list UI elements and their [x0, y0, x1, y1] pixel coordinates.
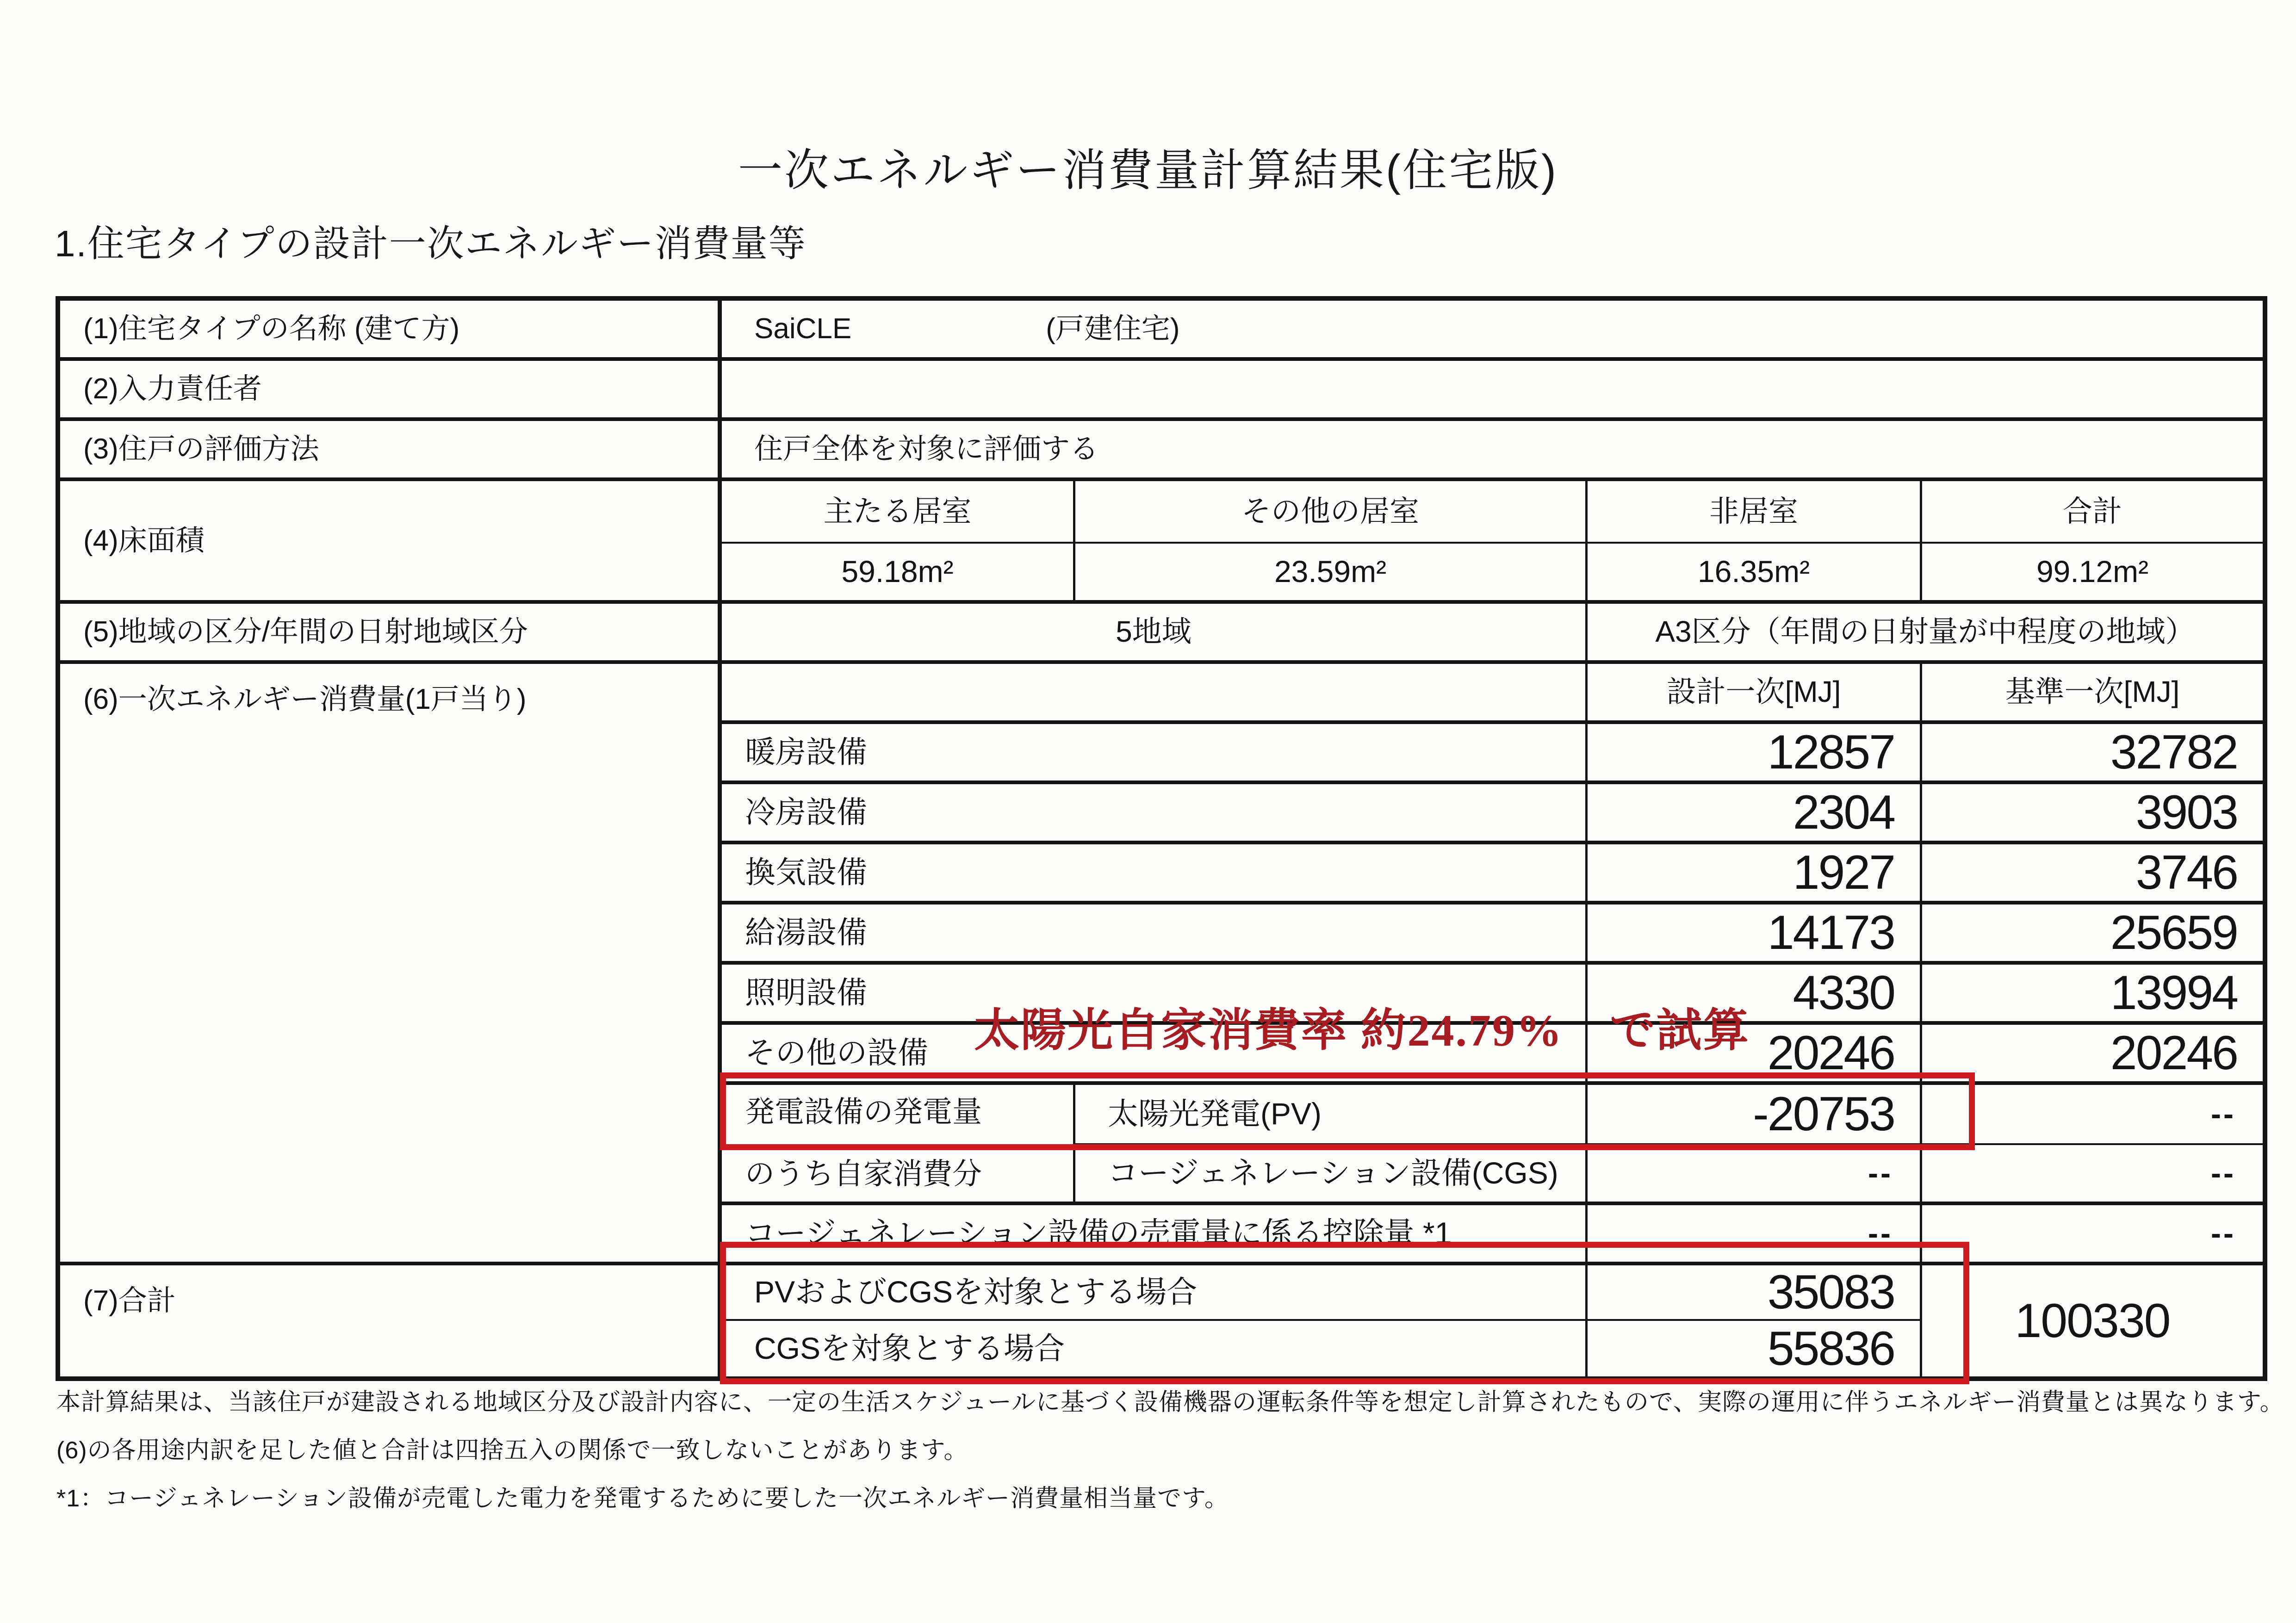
other-equipment-standard-value: 20246	[1922, 1025, 2263, 1085]
generation-label-line1: 発電設備の発電量	[745, 1095, 982, 1129]
total-cgs-design-value: 55836	[1588, 1321, 1922, 1376]
unit-header-spacer	[722, 664, 1588, 724]
floor-area-header-total: 合計	[1922, 481, 2263, 544]
energy-consumption-table	[56, 296, 2267, 1381]
lighting-design-value: 4330	[1588, 965, 1922, 1025]
pv-design-value: -20753	[1588, 1085, 1922, 1145]
floor-area-value-total: 99.12m²	[1922, 544, 2263, 604]
floor-area-header-other: その他の居室	[1075, 481, 1588, 544]
cgs-label: コージェネレーション設備(CGS)	[1075, 1145, 1588, 1205]
solar-zone-value: A3区分（年間の日射量が中程度の地域）	[1588, 604, 2263, 664]
climate-zone-value: 5地域	[722, 604, 1588, 664]
floor-area-value-other: 23.59m²	[1075, 544, 1588, 604]
generation-label-line2: のうち自家消費分	[745, 1157, 982, 1190]
other-equipment-design-value: 20246	[1588, 1025, 1922, 1085]
ventilation-label: 換気設備	[722, 844, 1588, 904]
floor-area-label: (4)床面積	[60, 481, 722, 604]
ventilation-standard-value: 3746	[1922, 844, 2263, 904]
evaluation-method-label: (3)住戸の評価方法	[60, 421, 722, 481]
lighting-standard-value: 13994	[1922, 965, 2263, 1025]
total-pv-cgs-case-label: PVおよびCGSを対象とする場合	[722, 1265, 1588, 1321]
hot-water-label: 給湯設備	[722, 904, 1588, 965]
standard-primary-header: 基準一次[MJ]	[1922, 664, 2263, 724]
total-pv-cgs-design-value: 35083	[1588, 1265, 1922, 1321]
hot-water-standard-value: 25659	[1922, 904, 2263, 965]
hot-water-design-value: 14173	[1588, 904, 1922, 965]
floor-area-header-nonliving: 非居室	[1588, 481, 1922, 544]
total-cgs-case-label: CGSを対象とする場合	[722, 1321, 1588, 1376]
floor-area-value-nonliving: 16.35m²	[1588, 544, 1922, 604]
heating-standard-value: 32782	[1922, 724, 2263, 784]
lighting-label: 照明設備	[722, 965, 1588, 1025]
region-label: (5)地域の区分/年間の日射地域区分	[60, 604, 722, 664]
floor-area-header-main: 主たる居室	[722, 481, 1075, 544]
pv-row-highlight-box	[720, 1072, 1975, 1150]
total-rows-highlight-box	[720, 1242, 1969, 1384]
build-type: (戸建住宅)	[1046, 313, 1180, 345]
heating-design-value: 12857	[1588, 724, 1922, 784]
pv-label: 太陽光発電(PV)	[1075, 1085, 1588, 1145]
cgs-standard-value: --	[1922, 1145, 2263, 1205]
pv-standard-value: --	[1922, 1085, 2263, 1145]
section-heading: 1.住宅タイプの設計一次エネルギー消費量等	[55, 223, 807, 264]
primary-energy-label: (6)一次エネルギー消費量(1戸当り)	[60, 664, 722, 1265]
cgs-deduction-standard-value: --	[1922, 1205, 2263, 1265]
footnote-rounding: (6)の各用途内訳を足した値と合計は四捨五入の関係で一致しないことがあります。	[56, 1437, 968, 1464]
document-title: 一次エネルギー消費量計算結果(住宅版)	[738, 146, 1558, 195]
total-label: (7)合計	[60, 1265, 722, 1376]
design-primary-header: 設計一次[MJ]	[1588, 664, 1922, 724]
input-responsible-value	[722, 361, 2263, 421]
cooling-standard-value: 3903	[1922, 784, 2263, 844]
input-responsible-label: (2)入力責任者	[60, 361, 722, 421]
house-type-name-label: (1)住宅タイプの名称 (建て方)	[60, 301, 722, 361]
floor-area-value-main: 59.18m²	[722, 544, 1075, 604]
cooling-design-value: 2304	[1588, 784, 1922, 844]
cgs-deduction-label: コージェネレーション設備の売電量に係る控除量 *1	[722, 1205, 1588, 1265]
cooling-label: 冷房設備	[722, 784, 1588, 844]
ventilation-design-value: 1927	[1588, 844, 1922, 904]
footnote-cgs-deduction: *1：コージェネレーション設備が売電した電力を発電するために要した一次エネルギー消費量相当量です。	[56, 1485, 1229, 1512]
cgs-deduction-design-value: --	[1588, 1205, 1922, 1265]
other-equipment-label: その他の設備	[722, 1025, 1588, 1085]
cgs-design-value: --	[1588, 1145, 1922, 1205]
house-type-name-value	[722, 301, 2263, 361]
footnote-disclaimer: 本計算結果は、当該住戸が建設される地域区分及び設計内容に、一定の生活スケジュールに基づく設備機器の運転条件等を想定し計算されたもので、実際の運用に伴うエネルギー消費量とは異なります。	[56, 1389, 2284, 1416]
total-standard-value: 100330	[2015, 1294, 2170, 1348]
evaluation-method-value: 住戸全体を対象に評価する	[722, 421, 2263, 481]
house-name: SaiCLE	[754, 313, 852, 345]
heating-label: 暖房設備	[722, 724, 1588, 784]
pv-self-consumption-annotation: 太陽光自家消費率 約24.79% で試算	[974, 1006, 1750, 1056]
